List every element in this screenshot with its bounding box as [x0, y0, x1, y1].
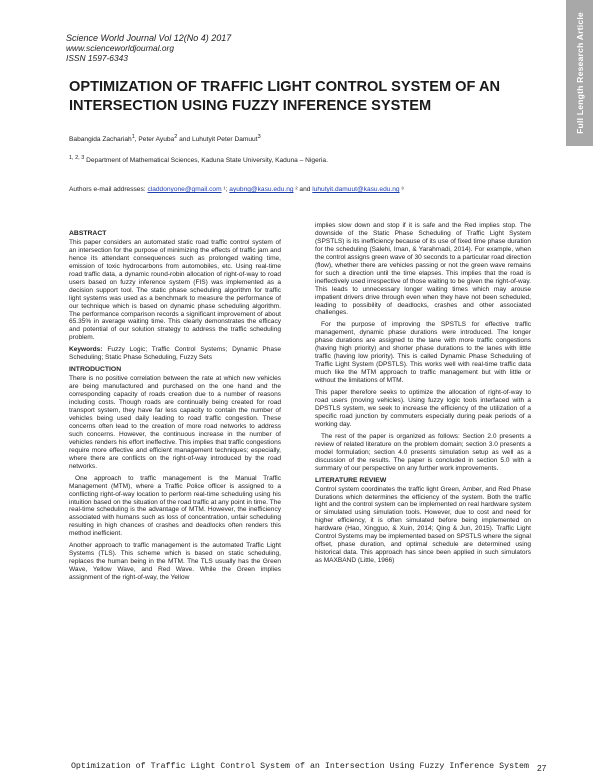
journal-website[interactable]: www.scienceworldjournal.org	[66, 42, 174, 53]
email-sep-2: ² and	[293, 186, 313, 193]
author-1: Babangida Zachariah	[69, 136, 132, 144]
paper-title: OPTIMIZATION OF TRAFFIC LIGHT CONTROL SYSTEM OF AN INTERSECTION USING FUZZY INFERENCE SYSTEM	[69, 79, 501, 114]
page-number: 27	[537, 763, 547, 773]
journal-header	[66, 34, 231, 63]
affiliation	[69, 155, 328, 164]
running-footer: Optimization of Traffic Light Control System of an Intersection Using Fuzzy Inference System	[70, 762, 530, 771]
intro-paragraph-1: There is no positive correlation between the rate at which new vehicles are being manufactured and purchased on the one hand and the corresponding capacity of roads creation due to a number of reasons including costs. Though roads are continually being created for road transport system, they have far less capacity to contain the number of vehicles being used daily leading to road traffic congestion. These concerns often lead to the creation of more road networks to address such concerns. However, the continuous increase in the number of vehicles renders his effort ineffective. This implies that traffic congestions require more effective and efficient management techniques; especially, where there are conflicts on the right-of-way introduced by the road networks.	[69, 375, 281, 470]
right-paragraph-3: This paper therefore seeks to optimize the allocation of right-of-way to road users (moving vehicles). Using fuzzy logic tools interfaced with a DPSTLS system, we seek to increase the efficiency of the utilization of a specific road junction by commuters especially during peak periods of a working day.	[315, 389, 531, 428]
affiliation-text: Department of Mathematical Sciences, Kaduna State University, Kaduna – Nigeria.	[84, 157, 328, 165]
author-3-sup: 3	[257, 134, 261, 140]
right-paragraph-2: For the purpose of improving the SPSTLS for effective traffic management, dynamic phase durations were introduced. The longer phase durations are assigned to the lane with more traffic congestions (having high priority) and shorter phase durations to the lanes with little traffic (having low priority). This is called Dynamic Phase Scheduling of Traffic Light System (DPSTLS). This works well with real-time traffic data much like the MTM approach to traffic management but with little or without the limitations of MTM.	[315, 321, 531, 385]
author-emails	[69, 186, 404, 193]
email-link-3[interactable]: luhutyit.damuut@kasu.edu.ng	[312, 186, 400, 193]
email-sep-3: ³	[399, 186, 404, 193]
article-type-label: Full Length Research Article	[574, 12, 585, 134]
article-type-tab	[566, 0, 593, 146]
introduction-heading: INTRODUCTION	[69, 366, 122, 374]
right-paragraph-1: implies slow down and stop if it is safe and the Red implies stop. The downside of the Static Phase Scheduling of Traffic Light System (SPSTLS) is its inefficiency because of its use of fixed time phase duration for the scheduling (Salehi, Iman, & Yarahmadi, 2014). For example, when the control assigns green wave of 30 seconds to a particular road direction (flow), whether there are vehicles passing or not the green wave remains for such a direction until the time elapses. This implies that the road is ineffectively used irrespective of those waiting to be given the right-of-way. This leads to unnecessary longer waiting times which may arouse impatient drivers drive through even when they have not been scheduled, leading to possibility of deadlocks, crashes and other associated challenges.	[315, 222, 531, 317]
email-link-2[interactable]: ayubng@kasu.edu.ng	[229, 186, 294, 193]
author-1-sup: 1	[131, 134, 135, 140]
abstract-heading: ABSTRACT	[69, 230, 107, 237]
author-2: , Peter Ayuba	[134, 136, 175, 144]
intro-paragraph-2: One approach to traffic management is the Manual Traffic Management (MTM), where a Traffic Police officer is assigned to a conflicting right-of-way location to perform real-time scheduling using his intuition based on the situation of the road traffic at any point in time. The real-time scheduling is the advantage of MTM. However, the inefficiency associated with humans such as loss of concentration, unfair scheduling resulting in high chances of crashes and deadlocks often renders this method inefficient.	[69, 474, 281, 538]
literature-paragraph-1: Control system coordinates the traffic light Green, Amber, and Red Phase Durations which determines the efficiency of the system. Both the traffic light and the control system can be implemented on real hardware system or simulated using simulation tools. However, due to cost and need for higher efficiency, it is often simulated before being implemented on hardware (Hao, Xingguo, & Xuin, 2014; Qing & Jun, 2015). Traffic Light Control Systems may be implemented based on SPSTLS where the signal offset, phase duration, and optimal schedule are determined using historical data. This approach has since been applied in such simulators as MAXBAND (Little, 1966)	[315, 485, 531, 565]
emails-prefix: Authors e-mail addresses:	[69, 186, 148, 193]
author-list	[69, 134, 261, 143]
literature-review-heading: LITERATURE REVIEW	[315, 476, 387, 484]
email-sep-1: ¹;	[221, 186, 230, 193]
affiliation-sup: 1, 2, 3	[69, 155, 85, 161]
author-2-sup: 2	[174, 134, 178, 140]
right-paragraph-4: The rest of the paper is organized as follows: Section 2.0 presents a review of related literature on the problem domain; section 3.0 presents a model formulation; section 4.0 presents simulation setup as well as a discussion of the results. The paper is concluded in section 5.0 with a summary of our perspective on any further work improvements.	[315, 432, 531, 472]
keywords	[69, 346, 281, 362]
right-column	[315, 222, 531, 569]
journal-issn: ISSN 1597-6343	[66, 52, 128, 63]
author-3: and Luhutyit Peter Damuut	[177, 136, 258, 144]
keywords-text: Fuzzy Logic; Traffic Control Systems; Dynamic Phase Scheduling; Static Phase Scheduling, Fuzzy Sets	[69, 346, 281, 362]
email-link-1[interactable]: claddonyone@gmail.com	[147, 186, 222, 193]
journal-name: Science World Journal Vol 12(No 4) 2017	[66, 33, 232, 43]
intro-paragraph-3: Another approach to traffic management is the automated Traffic Light Systems (TLS). This scheme which is based on static scheduling, replaces the human being in the MTM. The TLS usually has the Green Wave, Yellow Wave, and Red Wave. While the Green implies assignment of the right-of-way, the Yellow	[69, 542, 281, 582]
keywords-label: Keywords:	[69, 346, 103, 354]
abstract-text: This paper considers an automated static road traffic control system of an intersection for the purpose of minimizing the effects of traffic jam and hence its attendant consequences such as prolonged waiting time, emission of toxic hydrocarbons from automobiles, etc. Using real-time road traffic data, a dynamic round-robin allocation of right-of-way to road users based on fuzzy inference system (FIS) was implemented as a decision support tool. The static phase scheduling algorithm for traffic light systems was used as a benchmark to measure the performance of our technique which is based on dynamic phase scheduling algorithm. The performance comparison records a significant improvement of about 65.35% in average waiting time. This clearly demonstrates the efficacy and potential of our solution strategy to address the traffic scheduling problem.	[69, 238, 281, 342]
left-column	[69, 230, 281, 586]
